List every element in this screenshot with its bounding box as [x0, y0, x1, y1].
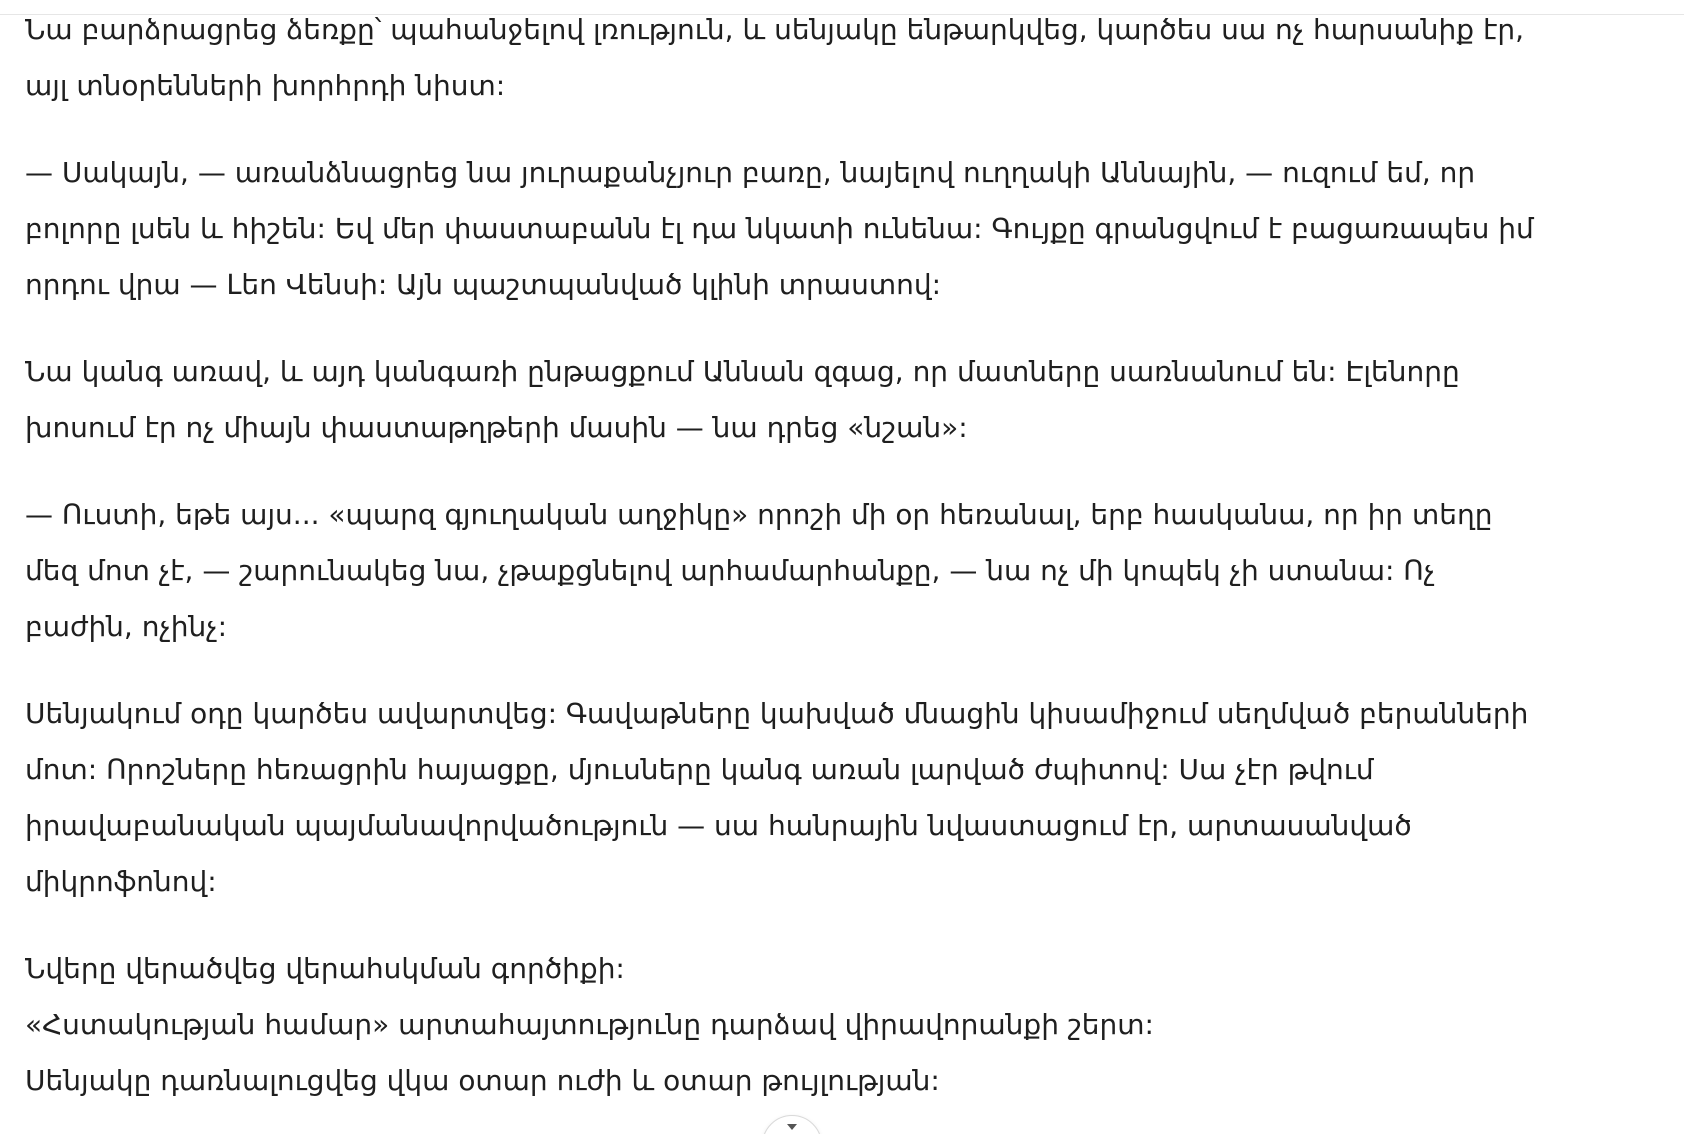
text-line: այլ տնօրենների խորհրդի նիստ:	[25, 69, 506, 102]
paragraph-2	[25, 145, 1645, 313]
paragraph-4	[25, 487, 1645, 655]
text-line: որդու վրա — Լեո Վենսի: Այն պաշտպանված կլինի տրաստով:	[25, 268, 942, 301]
text-line: Նա կանգ առավ, և այդ կանգառի ընթացքում Աննան զգաց, որ մատները սառնանում են: Էլենորը	[25, 355, 1460, 388]
paragraph-3	[25, 344, 1645, 456]
text-line: — Սակայն, — առանձնացրեց նա յուրաքանչյուր բառը, նայելով ուղղակի Աննային, — ուզում եմ, որ	[25, 156, 1476, 189]
text-line: բոլորը լսեն և հիշեն: Եվ մեր փաստաբանն էլ դա նկատի ունենա: Գույքը գրանցվում է բացառապես իմ	[25, 212, 1534, 245]
text-line: իրավաբանական պայմանավորվածություն — սա հանրային նվաստացում էր, արտասանված	[25, 809, 1412, 842]
text-line: մեզ մոտ չէ, — շարունակեց նա, չթաքցնելով արհամարհանքը, — նա ոչ մի կոպեկ չի ստանա: Ոչ	[25, 554, 1436, 587]
text-line: խոսում էր ոչ միայն փաստաթղթերի մասին — նա դրեց «նշան»:	[25, 411, 968, 444]
text-line: մոտ: Որոշները հեռացրին հայացքը, մյուսները կանգ առան լարված ժպիտով: Սա չէր թվում	[25, 753, 1374, 786]
text-line: Նվերը վերածվեց վերահսկման գործիքի:	[25, 952, 625, 985]
chevron-down-icon	[787, 1124, 797, 1130]
text-line: Սենյակում օդը կարծես ավարտվեց: Գավաթները կախված մնացին կիսամիջում սեղմված բերանների	[25, 697, 1529, 730]
text-line: — Ուստի, եթե այս... «պարզ գյուղական աղջիկը» որոշի մի օր հեռանալ, երբ հասկանա, որ իր տեղը	[25, 498, 1493, 531]
text-line: Սենյակը դառնալուցվեց վկա օտար ուժի և օտար թույլության:	[25, 1064, 940, 1097]
paragraph-1	[25, 2, 1645, 114]
text-line: «Հստակության համար» արտահայտությունը դարձավ վիրավորանքի շերտ:	[25, 1008, 1154, 1041]
document-body	[25, 2, 1645, 1109]
paragraph-5	[25, 686, 1645, 910]
scroll-down-button[interactable]	[762, 1115, 822, 1134]
paragraph-6	[25, 941, 1645, 1109]
text-line: միկրոֆոնով:	[25, 865, 217, 898]
text-line: բաժին, ոչինչ:	[25, 610, 228, 643]
text-line: Նա բարձրացրեց ձեռքը՝ պահանջելով լռություն, և սենյակը ենթարկվեց, կարծես սա ոչ հարսանիք էր,	[25, 13, 1525, 46]
